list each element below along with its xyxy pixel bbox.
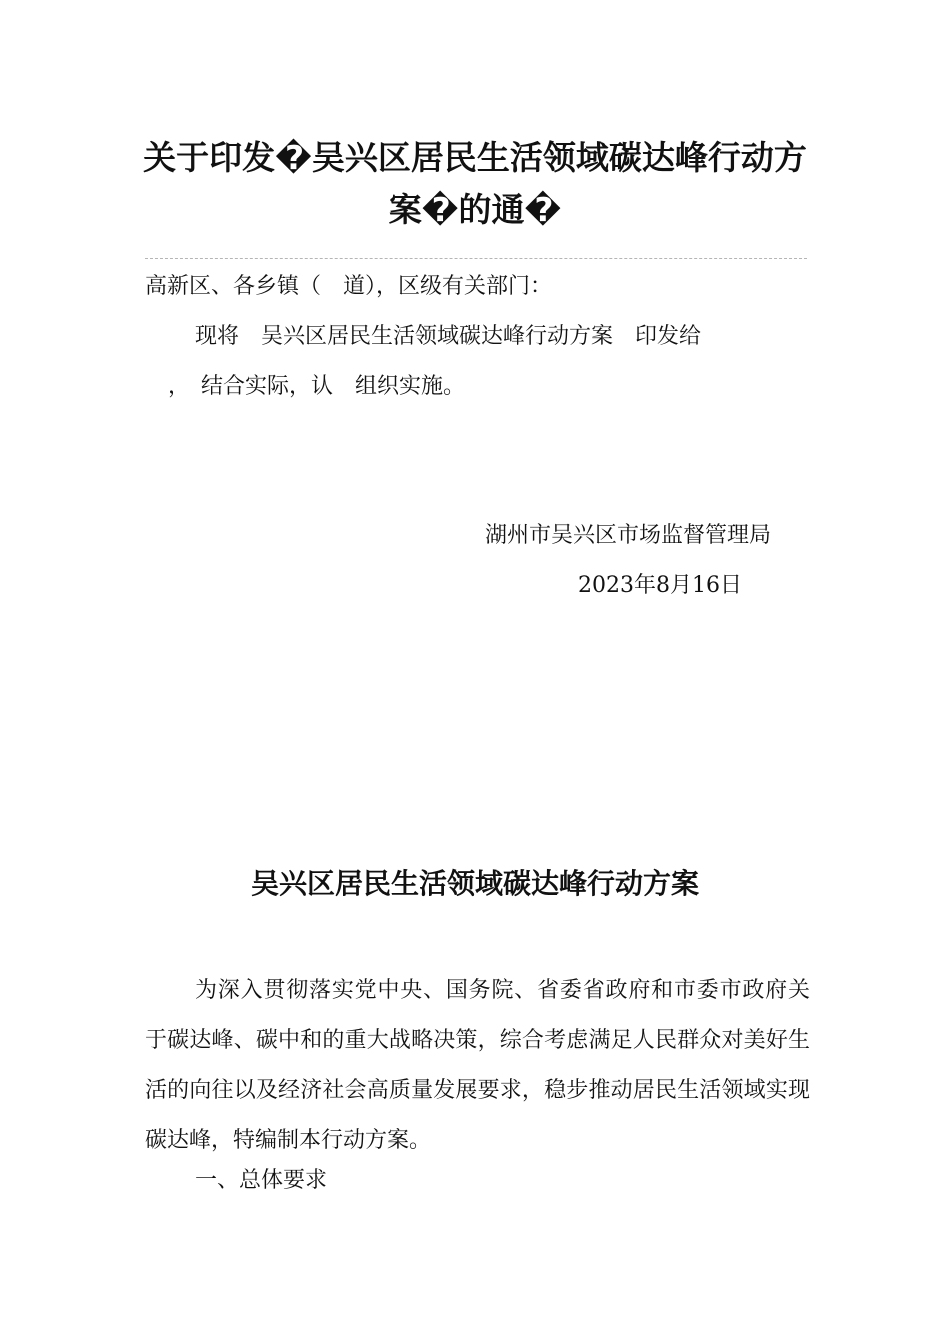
- notice-title-line-2: 案�的通�: [388, 190, 562, 229]
- section-heading-general-requirements: 一、总体要求: [195, 1168, 328, 1193]
- issue-date: 2023年8月16日: [578, 573, 742, 598]
- notice-addressee: 高新区、各乡镇（ 道），区级有关部门：: [145, 274, 553, 299]
- notice-title-line-1: 关于印发�吴兴区居民生活领域碳达峰行动方: [143, 138, 807, 177]
- plan-title: 吴兴区居民生活领域碳达峰行动方案: [250, 867, 699, 900]
- plan-intro-paragraph: 为深入贯彻落实党中央、国务院、省委省政府和市委市政府关于碳达峰、碳中和的重大战略决策，综合考虑满足人民群众对美好生活的向往以及经济社会高质量发展要求，稳步推动居民生活领域实现碳达峰，特编制本行动方案。: [145, 978, 810, 1153]
- notice-body-line-1: 现将 吴兴区居民生活领域碳达峰行动方案 印发给: [195, 324, 702, 349]
- issuing-authority: 湖州市吴兴区市场监督管理局: [485, 523, 772, 548]
- header-divider: [145, 258, 807, 259]
- notice-body-line-2: ， 结合实际，认 组织实施。: [168, 374, 466, 399]
